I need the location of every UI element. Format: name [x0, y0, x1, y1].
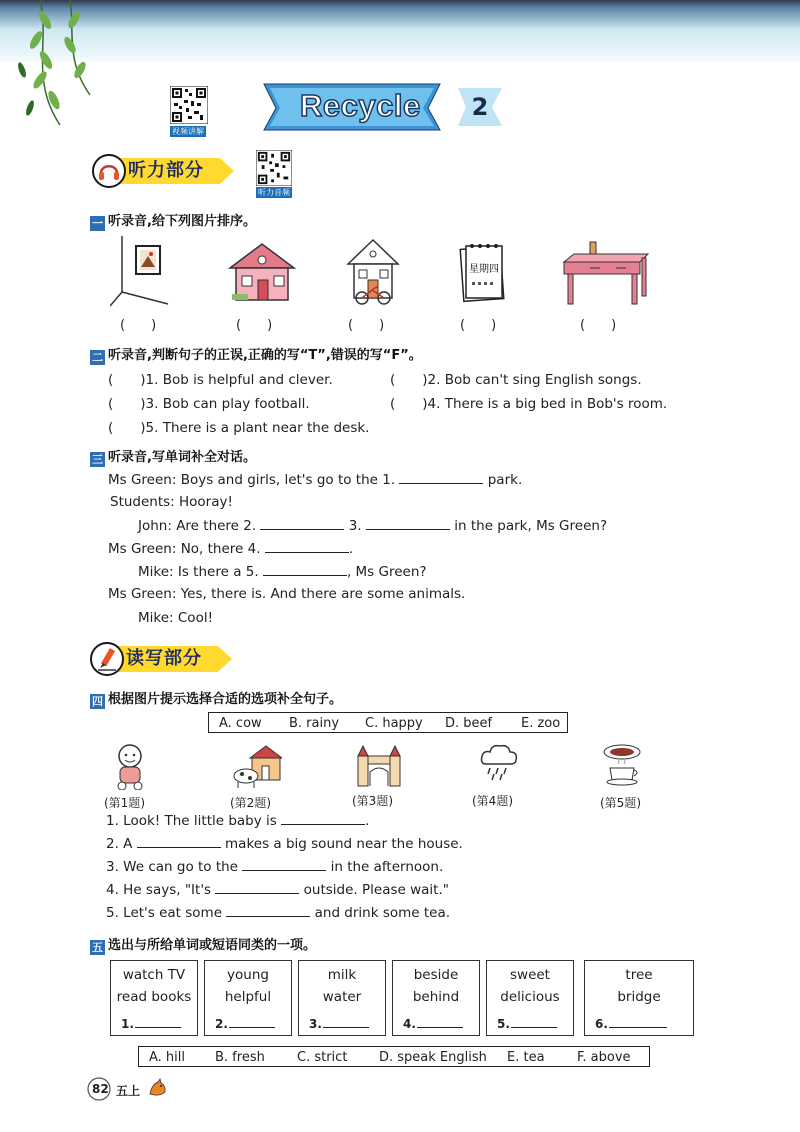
- q4-sentence-2: [106, 835, 463, 852]
- q5-number: 五: [92, 941, 103, 954]
- q5-option-d: D. speak English: [379, 1050, 487, 1065]
- q5-option-a: A. hill: [149, 1050, 186, 1065]
- q4-option-d: D. beef: [445, 716, 493, 731]
- q3-line-3-text: John: Are there 2.: [138, 518, 257, 534]
- q3-line-4: [108, 540, 353, 557]
- q5-blank-1[interactable]: [135, 1027, 181, 1028]
- qr-label-audio: 听力音频: [258, 188, 290, 197]
- q3-number: 三: [92, 453, 103, 466]
- q5-blank-4[interactable]: [417, 1027, 463, 1028]
- q4-caption-5: (第5题): [600, 796, 641, 810]
- q4-sentence-2-end: makes a big sound near the house.: [225, 836, 463, 852]
- q4-caption-1: (第1题): [104, 796, 145, 810]
- q4-option-c: C. happy: [365, 716, 423, 731]
- q5-word-box-5: [486, 960, 574, 1036]
- banner-number: 2: [471, 93, 489, 121]
- q5-option-b: B. fresh: [215, 1050, 265, 1065]
- q3-instruction: 听录音,写单词补全对话。: [108, 450, 256, 465]
- q4-sentence-3-end: in the afternoon.: [330, 859, 444, 875]
- q5-box-2-word-2: helpful: [224, 989, 272, 1005]
- q5-option-e: E. tea: [507, 1050, 545, 1065]
- q5-blank-5[interactable]: [511, 1027, 557, 1028]
- q4-sentence-5-text: 5. Let's eat some: [106, 905, 223, 921]
- q4-blank-4[interactable]: [215, 881, 299, 894]
- qr-label-video: 视频讲解: [172, 127, 204, 136]
- picture-on-wall-image: [110, 236, 172, 308]
- q5-box-3-word-1: milk: [327, 967, 357, 983]
- house-with-bike-image: [342, 236, 404, 306]
- q3-blank-3[interactable]: [366, 517, 450, 530]
- calendar-image: [458, 240, 506, 304]
- q5-instruction: 选出与所给单词或短语同类的一项。: [108, 938, 317, 953]
- q4-option-a: A. cow: [219, 716, 262, 731]
- listening-section-header: [92, 154, 242, 186]
- q5-option-f: F. above: [577, 1050, 631, 1065]
- q3-blank-5[interactable]: [263, 563, 347, 576]
- q5-box-6-word-1: tree: [625, 967, 653, 983]
- fox-icon: [148, 1078, 168, 1098]
- listening-section-title: 听力部分: [128, 160, 204, 181]
- q3-line-3-end: in the park, Ms Green?: [454, 518, 608, 534]
- desk-image: [560, 236, 650, 306]
- q1-title: [90, 210, 256, 231]
- q1-answer-paren-2[interactable]: ( ): [236, 318, 273, 333]
- q5-box-6-number: 6.: [595, 1017, 608, 1031]
- q3-line-2: Students: Hooray!: [110, 494, 233, 510]
- grade-label: 五上: [116, 1084, 141, 1098]
- q5-word-box-6: [584, 960, 694, 1036]
- q5-box-6-word-2: bridge: [617, 989, 661, 1005]
- q5-word-box-3: [298, 960, 386, 1036]
- page-number: 82: [92, 1082, 109, 1096]
- q5-options-box: [138, 1046, 650, 1067]
- q3-line-1-text: Ms Green: Boys and girls, let's go to the 1.: [108, 472, 396, 488]
- q4-blank-5[interactable]: [226, 904, 310, 917]
- q3-line-4-end: .: [348, 541, 354, 557]
- q4-sentence-5-end: and drink some tea.: [314, 905, 451, 921]
- q3-line-4-text: Ms Green: No, there 4.: [108, 541, 261, 557]
- q3-line-5-text: Mike: Is there a 5.: [138, 564, 259, 580]
- banner-number-badge: [458, 86, 502, 128]
- q3-line-5: [138, 563, 427, 580]
- q5-box-3-word-2: water: [322, 989, 362, 1005]
- q5-blank-3[interactable]: [323, 1027, 369, 1028]
- q5-blank-6[interactable]: [609, 1027, 667, 1028]
- q4-caption-3: (第3题): [352, 794, 393, 808]
- q2-number: 二: [92, 351, 103, 364]
- willow-leaves-decoration: [10, 0, 120, 130]
- q4-sentence-1-end: .: [365, 813, 370, 829]
- q5-box-1-word-1: watch TV: [122, 967, 186, 983]
- q4-blank-2[interactable]: [137, 835, 221, 848]
- q4-sentence-5: [106, 904, 450, 921]
- q4-sentence-4-end: outside. Please wait.": [303, 882, 449, 898]
- top-banner-background: [0, 0, 800, 62]
- q3-line-1: [108, 471, 522, 488]
- reading-section-title: 读写部分: [126, 648, 202, 669]
- q4-instruction: 根据图片提示选择合适的选项补全句子。: [108, 692, 343, 707]
- q5-box-4-word-1: beside: [413, 967, 459, 983]
- q4-sentence-1: [106, 812, 369, 829]
- q4-title: [90, 688, 342, 709]
- q3-line-3: [138, 517, 607, 534]
- q4-option-e: E. zoo: [521, 716, 561, 731]
- reading-section-header: [90, 642, 240, 674]
- q5-box-5-word-1: sweet: [510, 967, 550, 983]
- happy-baby-image: [110, 742, 150, 790]
- q4-number: 四: [92, 695, 103, 708]
- q5-title: [90, 934, 316, 955]
- q4-caption-2: (第2题): [230, 796, 271, 810]
- q3-line-1-end: park.: [487, 472, 523, 488]
- q4-sentence-1-text: 1. Look! The little baby is: [106, 813, 277, 829]
- house-image: [226, 238, 298, 304]
- beef-and-tea-image: [602, 742, 642, 788]
- q1-answer-paren-1[interactable]: ( ): [120, 318, 157, 333]
- q4-sentence-2-text: 2. A: [106, 836, 133, 852]
- q4-caption-4: (第4题): [472, 794, 513, 808]
- calendar-text: 星期四: [469, 264, 499, 275]
- q5-word-box-2: [204, 960, 292, 1036]
- q4-sentence-4-text: 4. He says, "It's: [106, 882, 212, 898]
- q5-box-1-word-2: read books: [116, 989, 192, 1005]
- q3-blank-4[interactable]: [265, 540, 349, 553]
- q3-line-5-end: , Ms Green?: [346, 564, 427, 580]
- headphones-icon: [92, 154, 126, 188]
- q2-item-3: ( )3. Bob can play football.: [108, 396, 310, 412]
- rainy-cloud-image: [478, 742, 520, 782]
- q5-box-4-word-2: behind: [412, 989, 460, 1005]
- q4-sentence-3: [106, 858, 443, 875]
- pencil-icon: [90, 642, 124, 676]
- q1-instruction: 听录音,给下列图片排序。: [108, 214, 256, 229]
- q2-instruction: 听录音,判断句子的正误,正确的写“T”,错误的写“F”。: [108, 348, 422, 363]
- q5-word-box-4: [392, 960, 480, 1036]
- q2-item-2: ( )2. Bob can't sing English songs.: [390, 372, 642, 388]
- zoo-gate-image: [356, 742, 402, 788]
- q4-sentence-4: [106, 881, 449, 898]
- q5-blank-2[interactable]: [229, 1027, 275, 1028]
- q5-box-3-number: 3.: [309, 1017, 322, 1031]
- q4-blank-1[interactable]: [281, 812, 365, 825]
- q2-title: [90, 344, 422, 365]
- q1-number: 一: [92, 217, 103, 230]
- q3-line-7: Mike: Cool!: [138, 610, 213, 626]
- q3-line-3-num: 3.: [348, 518, 362, 534]
- q1-answer-paren-5[interactable]: ( ): [580, 318, 617, 333]
- q5-option-c: C. strict: [297, 1050, 348, 1065]
- q2-item-5: ( )5. There is a plant near the desk.: [108, 420, 370, 436]
- cow-near-house-image: [232, 742, 282, 790]
- q4-sentence-3-text: 3. We can go to the: [106, 859, 238, 875]
- q4-blank-3[interactable]: [242, 858, 326, 871]
- q5-box-2-word-1: young: [227, 967, 269, 983]
- q3-blank-1[interactable]: [399, 471, 483, 484]
- q3-blank-2[interactable]: [260, 517, 344, 530]
- q5-box-4-number: 4.: [403, 1017, 416, 1031]
- q5-word-box-1: [110, 960, 198, 1036]
- q2-item-1: ( )1. Bob is helpful and clever.: [108, 372, 333, 388]
- q2-item-4: ( )4. There is a big bed in Bob's room.: [390, 396, 668, 412]
- q4-options-box: [208, 712, 568, 733]
- q1-answer-paren-3[interactable]: ( ): [348, 318, 385, 333]
- q5-box-2-number: 2.: [215, 1017, 228, 1031]
- banner-title: Recycle: [300, 88, 421, 123]
- q1-answer-paren-4[interactable]: ( ): [460, 318, 497, 333]
- q5-box-5-number: 5.: [497, 1017, 510, 1031]
- q5-box-5-word-2: delicious: [500, 989, 560, 1005]
- q3-line-6: Ms Green: Yes, there is. And there are some animals.: [108, 586, 466, 602]
- q3-title: [90, 446, 256, 467]
- qr-code-audio[interactable]: [256, 150, 292, 186]
- qr-code-video[interactable]: [170, 86, 208, 126]
- q5-box-1-number: 1.: [121, 1017, 134, 1031]
- q4-option-b: B. rainy: [289, 716, 340, 731]
